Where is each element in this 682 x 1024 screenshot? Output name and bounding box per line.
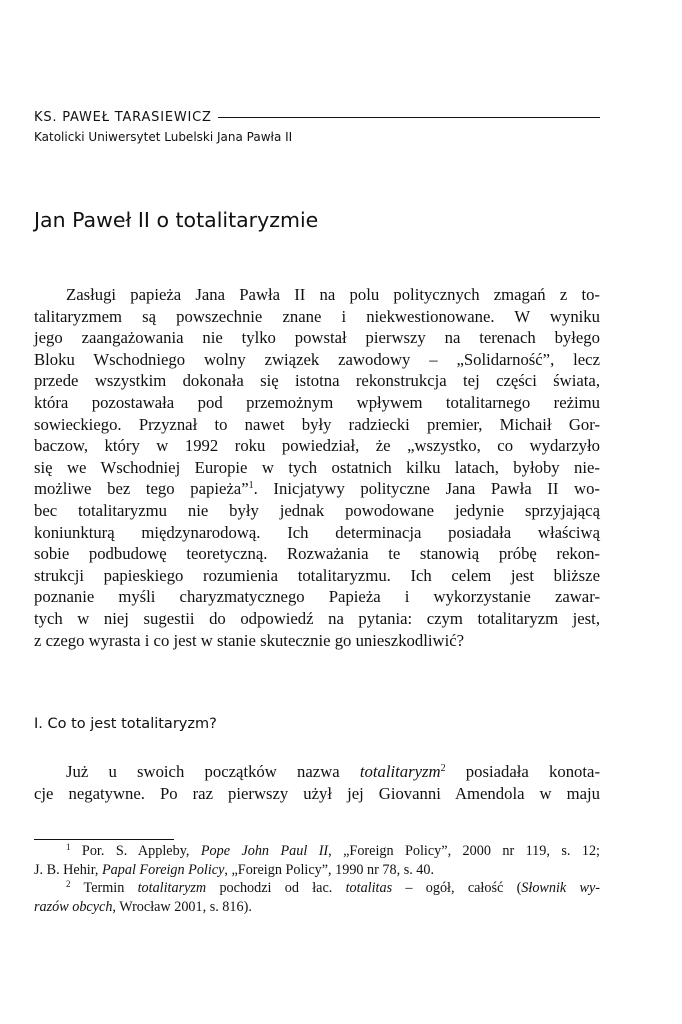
article-title: Jan Paweł II o totalitaryzmie: [34, 208, 319, 232]
text-segment: , Wrocław 2001, s. 816).: [112, 898, 252, 915]
text-segment: – ogół, całość (: [392, 880, 522, 896]
author-name: KS. PAWEŁ TARASIEWICZ: [34, 110, 212, 125]
text-line: się we Wschodniej Europie w tych ostatnich kilku latach, byłoby nie-: [34, 457, 600, 477]
text-line: talitaryzmem są powszechnie znane i niekwestionowane. W wyniku: [34, 306, 600, 326]
italic-term: totalitaryzm: [359, 762, 441, 781]
text-line: tych w niej sugestii do odpowiedź na pytania: czym totalitaryzm jest,: [34, 608, 600, 628]
footnote-mark: 2: [66, 879, 71, 889]
text-segment: , „Foreign Policy”, 1990 nr 78, s. 40.: [224, 861, 435, 878]
text-line: sobie podbudowę teoretyczną. Rozważania te stanowią próbę rekon-: [34, 544, 600, 564]
text-line: [34, 761, 600, 783]
text-segment: możliwe bez tego papieża”: [34, 479, 249, 499]
italic-title: Słownik wy-: [521, 880, 600, 896]
text-line: Bloku Wschodniego wolny związek zawodowy – „Solidarność”, lecz: [34, 349, 600, 369]
footnote-ref-1[interactable]: 1: [248, 480, 254, 492]
text-segment: pochodzi od łac.: [206, 880, 346, 896]
italic-term: totalitaryzm: [137, 880, 207, 896]
footnote-2-cont: [34, 898, 600, 917]
text-line: bec totalitaryzmu nie były jednak powodowane jedynie sprzyjającą: [34, 500, 600, 520]
footnote-1-cont: [34, 861, 600, 880]
text-line: strukcji papieskiego rozumienia totalitaryzmu. Ich celem jest bliższe: [34, 565, 600, 585]
italic-term: totalitas: [345, 880, 393, 896]
footnote-1: [34, 842, 600, 861]
text-segment: J. B. Hehir,: [34, 861, 102, 878]
text-line: która pozostawała pod przemożnym wpływem totalitarnego reżimu: [34, 392, 600, 412]
text-segment: posiadała konota-: [445, 762, 601, 781]
text-line: koniunkturą międzynarodową. Ich determinacja posiadała właściwą: [34, 522, 600, 542]
italic-title: Papal Foreign Policy: [102, 861, 225, 878]
footnote-separator: [34, 839, 174, 840]
text-segment: Por. S. Appleby,: [70, 843, 201, 859]
paragraph-section-1: [34, 761, 600, 804]
text-line: cje negatywne. Po raz pierwszy użył jej Giovanni Amendola w maju: [34, 783, 600, 803]
text-segment: Termin: [70, 880, 138, 896]
footnote-mark: 1: [66, 842, 71, 852]
text-segment: , „Foreign Policy”, 2000 nr 119, s. 12;: [328, 843, 600, 859]
footnote-2: [34, 879, 600, 898]
footnote-ref-2[interactable]: 2: [440, 763, 446, 774]
text-line: baczow, który w 1992 roku powiedział, że „wszystko, co wydarzyło: [34, 436, 600, 456]
italic-title: razów obcych: [34, 898, 113, 915]
text-line: przede wszystkim dokonała się istotna rekonstrukcja tej części świata,: [34, 371, 600, 391]
text-segment: Już u swoich początków nazwa: [66, 762, 360, 781]
paragraph-intro: [34, 284, 600, 651]
footnotes: [34, 842, 600, 916]
author-rule: [218, 117, 600, 118]
section-heading: I. Co to jest totalitaryzm?: [34, 716, 217, 732]
text-line: Zasługi papieża Jana Pawła II na polu politycznych zmagań z to-: [66, 285, 600, 304]
text-line: [34, 478, 600, 500]
author-line: [34, 110, 600, 125]
italic-title: Pope John Paul II: [200, 843, 329, 859]
text-line: jego zaangażowania nie tylko powstał pierwszy na terenach byłego: [34, 328, 600, 348]
author-affiliation: Katolicki Uniwersytet Lubelski Jana Pawła II: [34, 130, 293, 144]
text-line: sowieckiego. Przyznał to nawet były radziecki premier, Michaił Gor-: [34, 414, 600, 434]
text-line: z czego wyrasta i co jest w stanie skutecznie go unieszkodliwić?: [34, 630, 465, 650]
text-line: poznanie myśli charyzmatycznego Papieża i wykorzystanie zawar-: [34, 587, 600, 607]
text-segment: . Inicjatywy polityczne Jana Pawła II wo-: [253, 479, 600, 499]
